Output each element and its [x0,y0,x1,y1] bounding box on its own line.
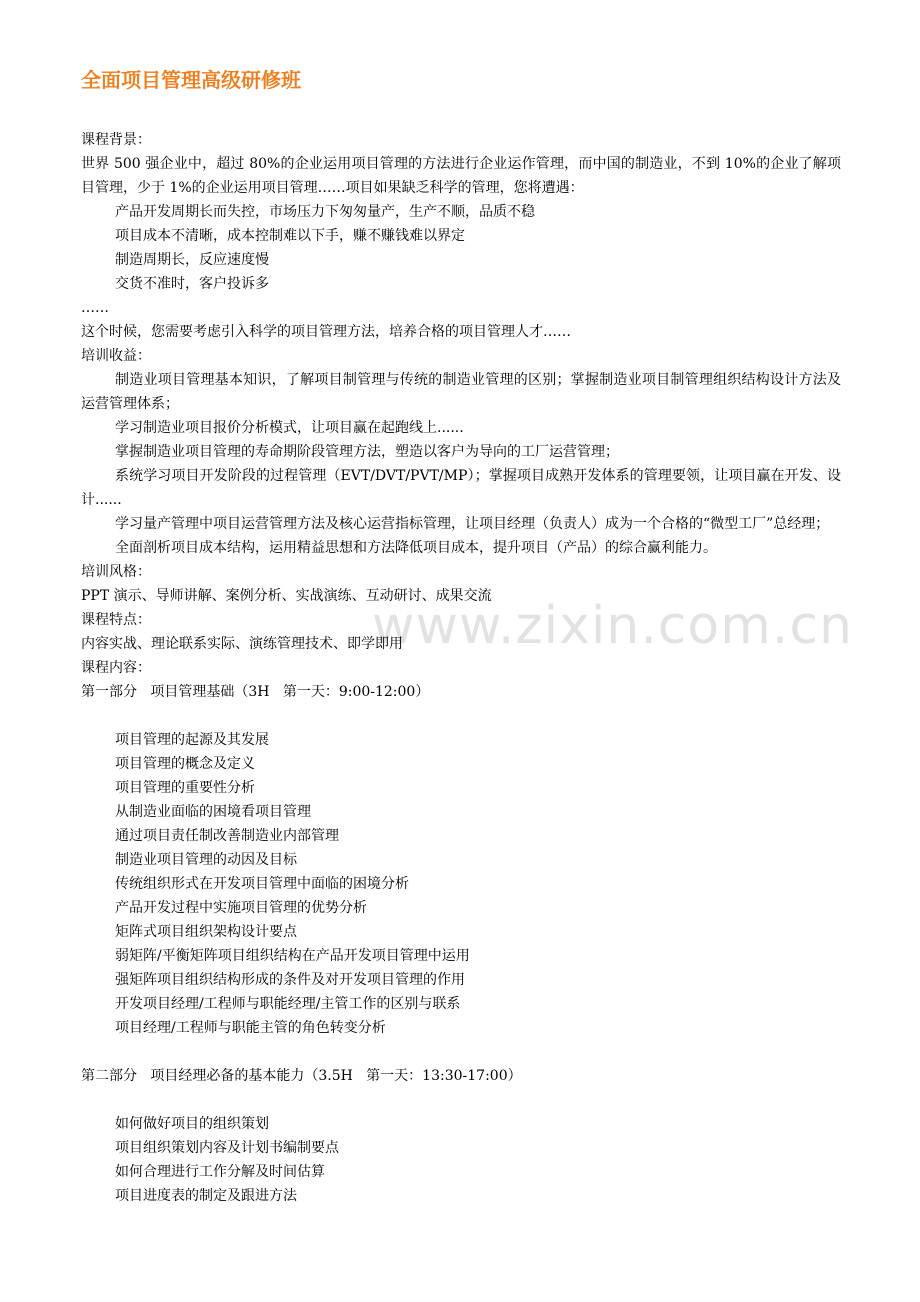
part1-item: 产品开发过程中实施项目管理的优势分析 [115,900,367,916]
problem-item: 项目成本不清晰，成本控制难以下手，赚不赚钱难以界定 [115,228,465,244]
part2-item: 如何做好项目的组织策划 [115,1116,269,1132]
conclusion-text: 这个时候，您需要考虑引入科学的项目管理方法，培养合格的项目管理人才…… [81,324,571,340]
part1-heading: 第一部分 项目管理基础（3H 第一天：9:00-12:00） [81,684,430,700]
part1-item: 从制造业面临的困境看项目管理 [115,804,311,820]
benefit-item: 制造业项目管理基本知识，了解项目制管理与传统的制造业管理的区别；掌握制造业项目制管理组织结构设计方法及运营管理体系； [81,372,841,412]
benefits-label: 培训收益： [81,348,151,364]
benefit-item: 学习制造业项目报价分析模式，让项目赢在起跑线上...... [115,420,464,436]
part2-heading: 第二部分 项目经理必备的基本能力（3.5H 第一天：13:30-17:00） [81,1068,522,1084]
features-label: 课程特点： [81,612,151,628]
document-body [81,128,841,1208]
spacer [81,1088,841,1112]
content-label: 课程内容： [81,660,151,676]
problem-item: 制造周期长，反应速度慢 [115,252,269,268]
features-text: 内容实战、理论联系实际、演练管理技术、即学即用 [81,636,403,652]
part1-item: 项目管理的重要性分析 [115,780,255,796]
part1-item: 矩阵式项目组织架构设计要点 [115,924,297,940]
part1-item: 通过项目责任制改善制造业内部管理 [115,828,339,844]
part2-item: 项目组织策划内容及计划书编制要点 [115,1140,339,1156]
spacer [81,1040,841,1064]
style-text: PPT 演示、导师讲解、案例分析、实战演练、互动研讨、成果交流 [81,588,492,604]
part1-item: 项目经理/工程师与职能主管的角色转变分析 [115,1020,386,1036]
part1-item: 项目管理的概念及定义 [115,756,255,772]
benefit-item: 全面剖析项目成本结构，运用精益思想和方法降低项目成本，提升项目（产品）的综合赢利能力。 [115,540,717,556]
benefit-item: 掌握制造业项目管理的寿命期阶段管理方法，塑造以客户为导向的工厂运营管理； [115,444,619,460]
part2-item: 如何合理进行工作分解及时间估算 [115,1164,325,1180]
ellipsis: …… [81,300,109,316]
part1-item: 制造业项目管理的动因及目标 [115,852,297,868]
part1-item: 项目管理的起源及其发展 [115,732,269,748]
part1-item: 开发项目经理/工程师与职能经理/主管工作的区别与联系 [115,996,461,1012]
part1-item: 强矩阵项目组织结构形成的条件及对开发项目管理的作用 [115,972,465,988]
benefit-item: 学习量产管理中项目运营管理方法及核心运营指标管理，让项目经理（负责人）成为一个合格的“微型工厂”总经理； [115,516,830,532]
benefit-item: 系统学习项目开发阶段的过程管理（EVT/DVT/PVT/MP）；掌握项目成熟开发体系的管理要领，让项目赢在开发、设计...... [81,468,841,508]
part1-item: 传统组织形式在开发项目管理中面临的困境分析 [115,876,409,892]
part1-item: 弱矩阵/平衡矩阵项目组织结构在产品开发项目管理中运用 [115,948,470,964]
background-label: 课程背景： [81,132,151,148]
problem-item: 产品开发周期长而失控，市场压力下匆匆量产，生产不顺，品质不稳 [115,204,535,220]
spacer [81,704,841,728]
document-title: 全面项目管理高级研修班 [81,68,301,92]
style-label: 培训风格： [81,564,151,580]
watermark: www.zixin.com.cn [372,596,853,656]
background-text: 世界 500 强企业中，超过 80%的企业运用项目管理的方法进行企业运作管理，而中国的制造业，不到 10%的企业了解项目管理，少于 1%的企业运用项目管理……项目如果缺乏科学的管理，您将遭遇： [81,156,841,196]
part2-item: 项目进度表的制定及跟进方法 [115,1188,297,1204]
problem-item: 交货不准时，客户投诉多 [115,276,269,292]
